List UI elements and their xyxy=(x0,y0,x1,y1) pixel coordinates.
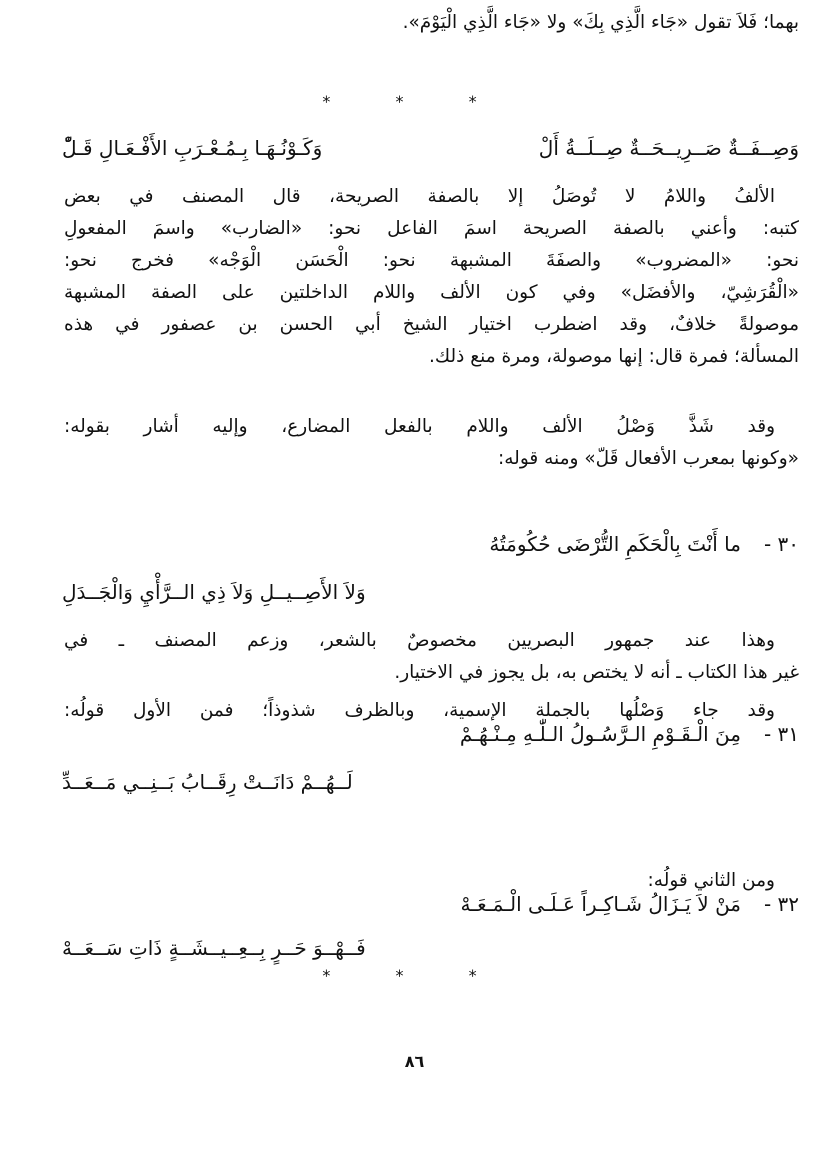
separator-stars: * * * xyxy=(322,966,507,985)
text-line: وهذا عند جمهور البصريين مخصوصٌ بالشعر، وزعم المصنف ـ في xyxy=(64,630,775,651)
separator-stars: * * * xyxy=(322,92,507,111)
text-line: «وكونها بمعرب الأفعال قَلّ» ومنه قوله: xyxy=(498,448,799,469)
text-line: ومن الثاني قولُه: xyxy=(647,870,775,891)
poem-number: ٣٢ - xyxy=(763,892,799,916)
text-line: وقد جاء وَصْلُها بالجملة الإسمية، وبالظرف شذوذاً؛ فمن الأول قولُه: xyxy=(64,700,775,721)
poem-first-hemistich: مَنْ لاَ يَـزَالُ شَـاكِـراً عَـلَـى الْـمَـعَـهْ xyxy=(460,892,741,916)
text-line: موصولةً خلافٌ، وقد اضطرب اختيار الشيخ أبي الحسن بن عصفور في هذه xyxy=(64,314,799,335)
text-line: غير هذا الكتاب ـ أنه لا يختص به، بل يجوز في الاختيار. xyxy=(394,662,799,683)
poem-number: ٣٠ - xyxy=(763,532,799,556)
poem-second-hemistich: فَــهْــوَ حَــرٍ بِــعِــيــشَــةٍ ذَاتِ سَــعَــهْ xyxy=(62,936,366,960)
page-number: ٨٦ xyxy=(404,1052,425,1071)
poem-first-hemistich: مِنَ الْـقَـوْمِ الـرَّسُـولُ الـلّٰـهِ مِـنْـهُـمْ xyxy=(459,722,741,746)
text-line: كتبه: وأعني بالصفة الصريحة اسمَ الفاعل نحو: «الضارب» واسمَ المفعولِ xyxy=(64,218,799,239)
verse-second-hemistich: وَكَـوْنُـهَـا بِـمُـعْـرَبِ الأَفْـعَـالِ قَـلّْ xyxy=(62,136,323,160)
poem-number: ٣١ - xyxy=(763,722,799,746)
text-line: وقد شَذَّ وَصْلُ الألف واللام بالفعل المضارع، وإليه أشار بقوله: xyxy=(64,416,775,437)
text-line: نحو: «المضروب» والصفَةَ المشبهة نحو: الْحَسَن الْوَجْه» فخرج نحو: xyxy=(64,250,799,271)
poem-first-hemistich: ما أَنْتَ بِالْحَكَمِ التُّرْضَى حُكُومَتُهُ xyxy=(489,532,741,556)
poem-second-hemistich: وَلاَ الأَصِــيــلِ وَلاَ ذِي الــرَّأْيِ وَالْجَــدَلِ xyxy=(62,580,366,604)
text-line: الألفُ واللامُ لا تُوصَلُ إلا بالصفة الصريحة، قال المصنف في بعض xyxy=(64,186,775,207)
text-line: «الْقُرَشِيّ، والأفضَل» وفي كون الألف واللام الداخلتين على الصفة المشبهة xyxy=(64,282,799,303)
poem-second-hemistich: لَــهُــمْ دَانَــتْ رِقَــابُ بَــنِــي مَــعَــدِّ xyxy=(62,770,353,794)
verse-first-hemistich: وَصِــفَــةٌ صَــرِيــحَــةٌ صِــلَــةُ أَلْ xyxy=(538,136,799,160)
text-line: المسألة؛ فمرة قال: إنها موصولة، ومرة منع ذلك. xyxy=(429,346,799,367)
text-line: بهما؛ فَلاَ تقول «جَاء الَّذِي بِكَ» ولا «جَاء الَّذِي الْيَوْمَ». xyxy=(402,12,799,33)
